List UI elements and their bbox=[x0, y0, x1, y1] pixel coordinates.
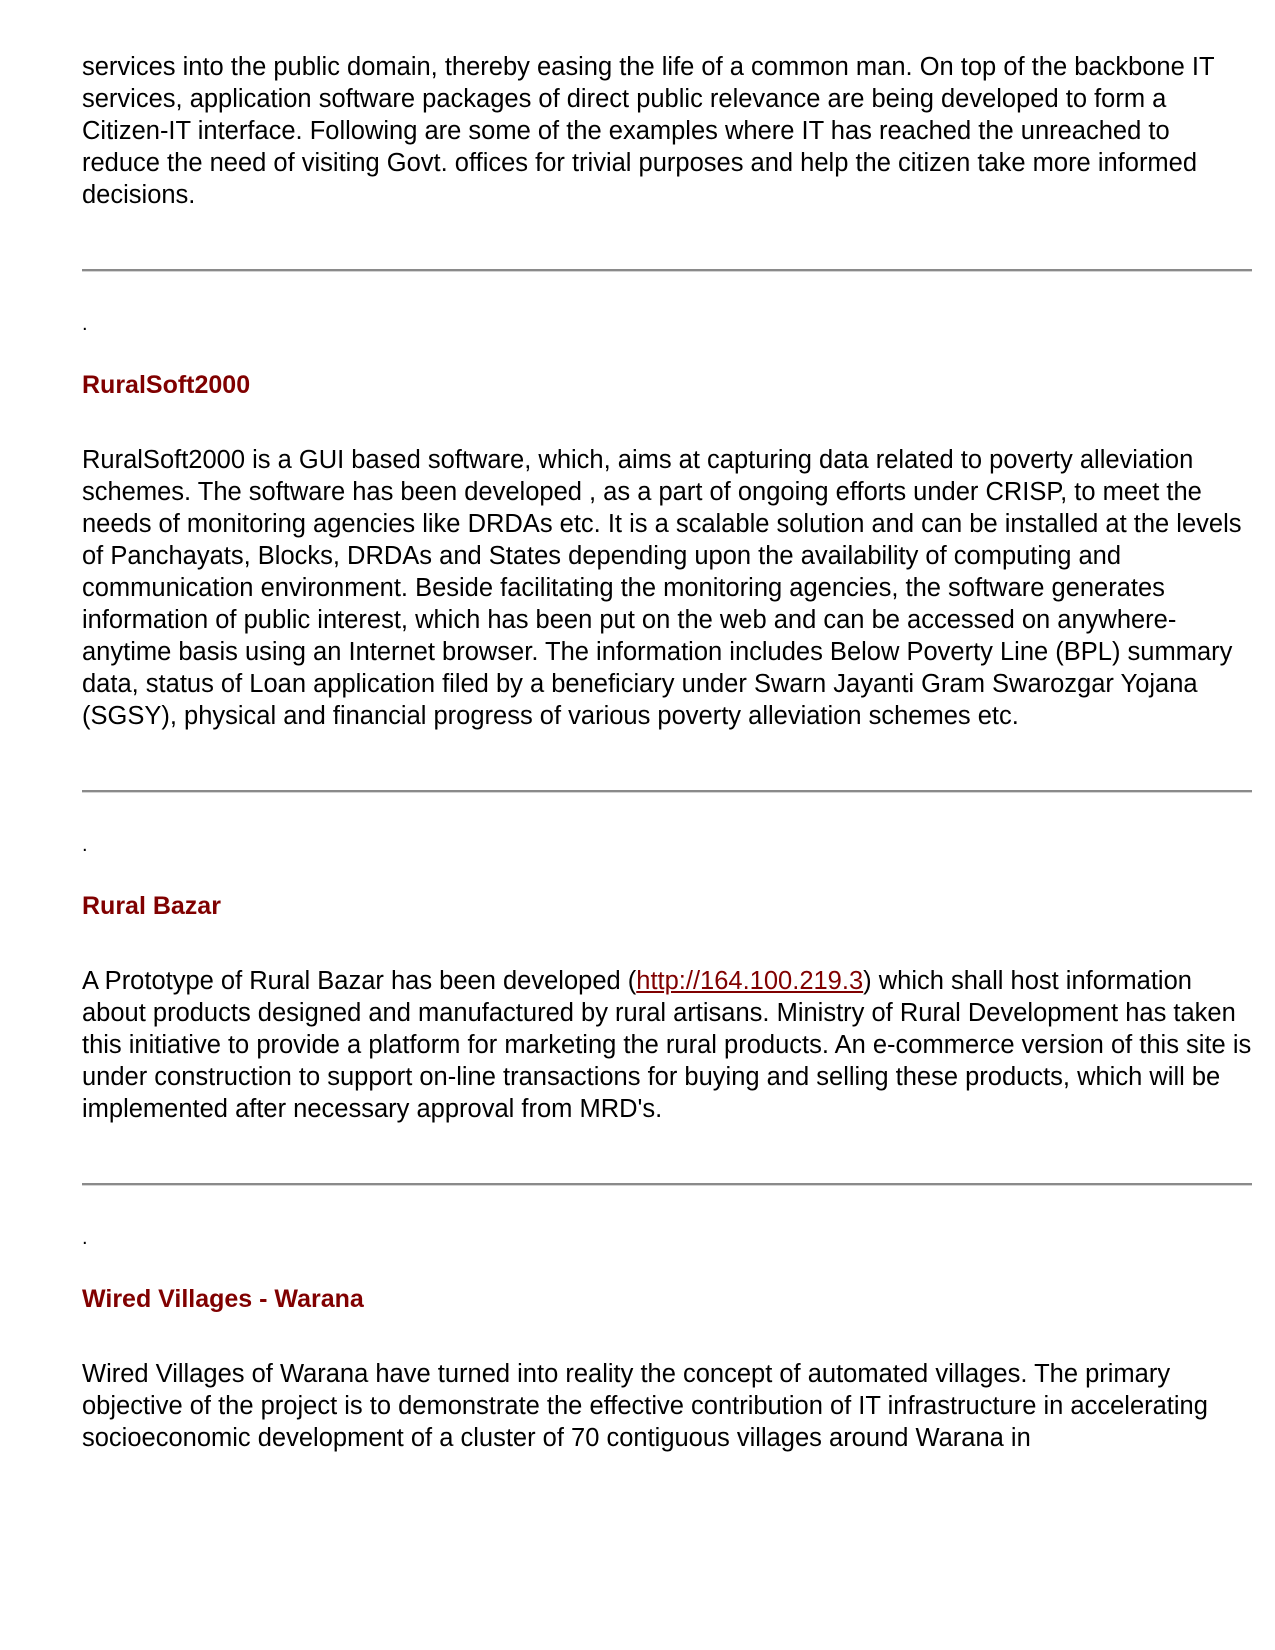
rural-bazar-text-end: ) which shall host information about products designed and manufactured by rural artisans. Ministry of Rural Development has taken this initiative to provide a platform for marketing the rural products. An e-commerce version of this site is under construction to support on-line transactions for buying and selling these products, which will be implemented after necessary approval from MRD's. bbox=[82, 967, 1252, 1123]
section-bullet: . bbox=[82, 313, 88, 335]
section-body-ruralsoft2000: RuralSoft2000 is a GUI based software, which, aims at capturing data related to poverty alleviation schemes. The software has been developed , as a part of ongoing efforts under CRISP, to meet the needs of monitoring agencies like DRDAs etc. It is a scalable solution and can be installed at the levels of Panchayats, Blocks, DRDAs and States depending upon the availability of computing and communication environment. Beside facilitating the monitoring agencies, the software generates information of public interest, which has been put on the web and can be accessed on anywhere-anytime basis using an Internet browser. The information includes Below Poverty Line (BPL) summary data, status of Loan application filed by a beneficiary under Swarn Jayanti Gram Swarozgar Yojana (SGSY), physical and financial progress of various poverty alleviation schemes etc. bbox=[82, 446, 1242, 730]
rural-bazar-text-start: A Prototype of Rural Bazar has been developed ( bbox=[82, 967, 637, 995]
document-page bbox=[82, 51, 1252, 1454]
section-bullet: . bbox=[82, 1227, 88, 1249]
section-body-wired-villages: Wired Villages of Warana have turned into reality the concept of automated villages. The primary objective of the project is to demonstrate the effective contribution of IT infrastructure in accelerating socioeconomic development of a cluster of 70 contiguous villages around Warana in bbox=[82, 1360, 1208, 1452]
rural-bazar-link[interactable]: http://164.100.219.3 bbox=[636, 967, 864, 995]
section-title-ruralsoft2000: RuralSoft2000 bbox=[82, 371, 251, 399]
section-title-wired-villages: Wired Villages - Warana bbox=[82, 1285, 364, 1313]
intro-paragraph: services into the public domain, thereby easing the life of a common man. On top of the backbone IT services, application software packages of direct public relevance are being developed to form a Citizen-IT interface. Following are some of the examples where IT has reached the unreached to reduce the need of visiting Govt. offices for trivial purposes and help the citizen take more informed decisions. bbox=[82, 53, 1215, 209]
section-title-rural-bazar: Rural Bazar bbox=[82, 892, 221, 920]
section-bullet: . bbox=[82, 834, 88, 856]
section-body-rural-bazar bbox=[82, 965, 1252, 1125]
